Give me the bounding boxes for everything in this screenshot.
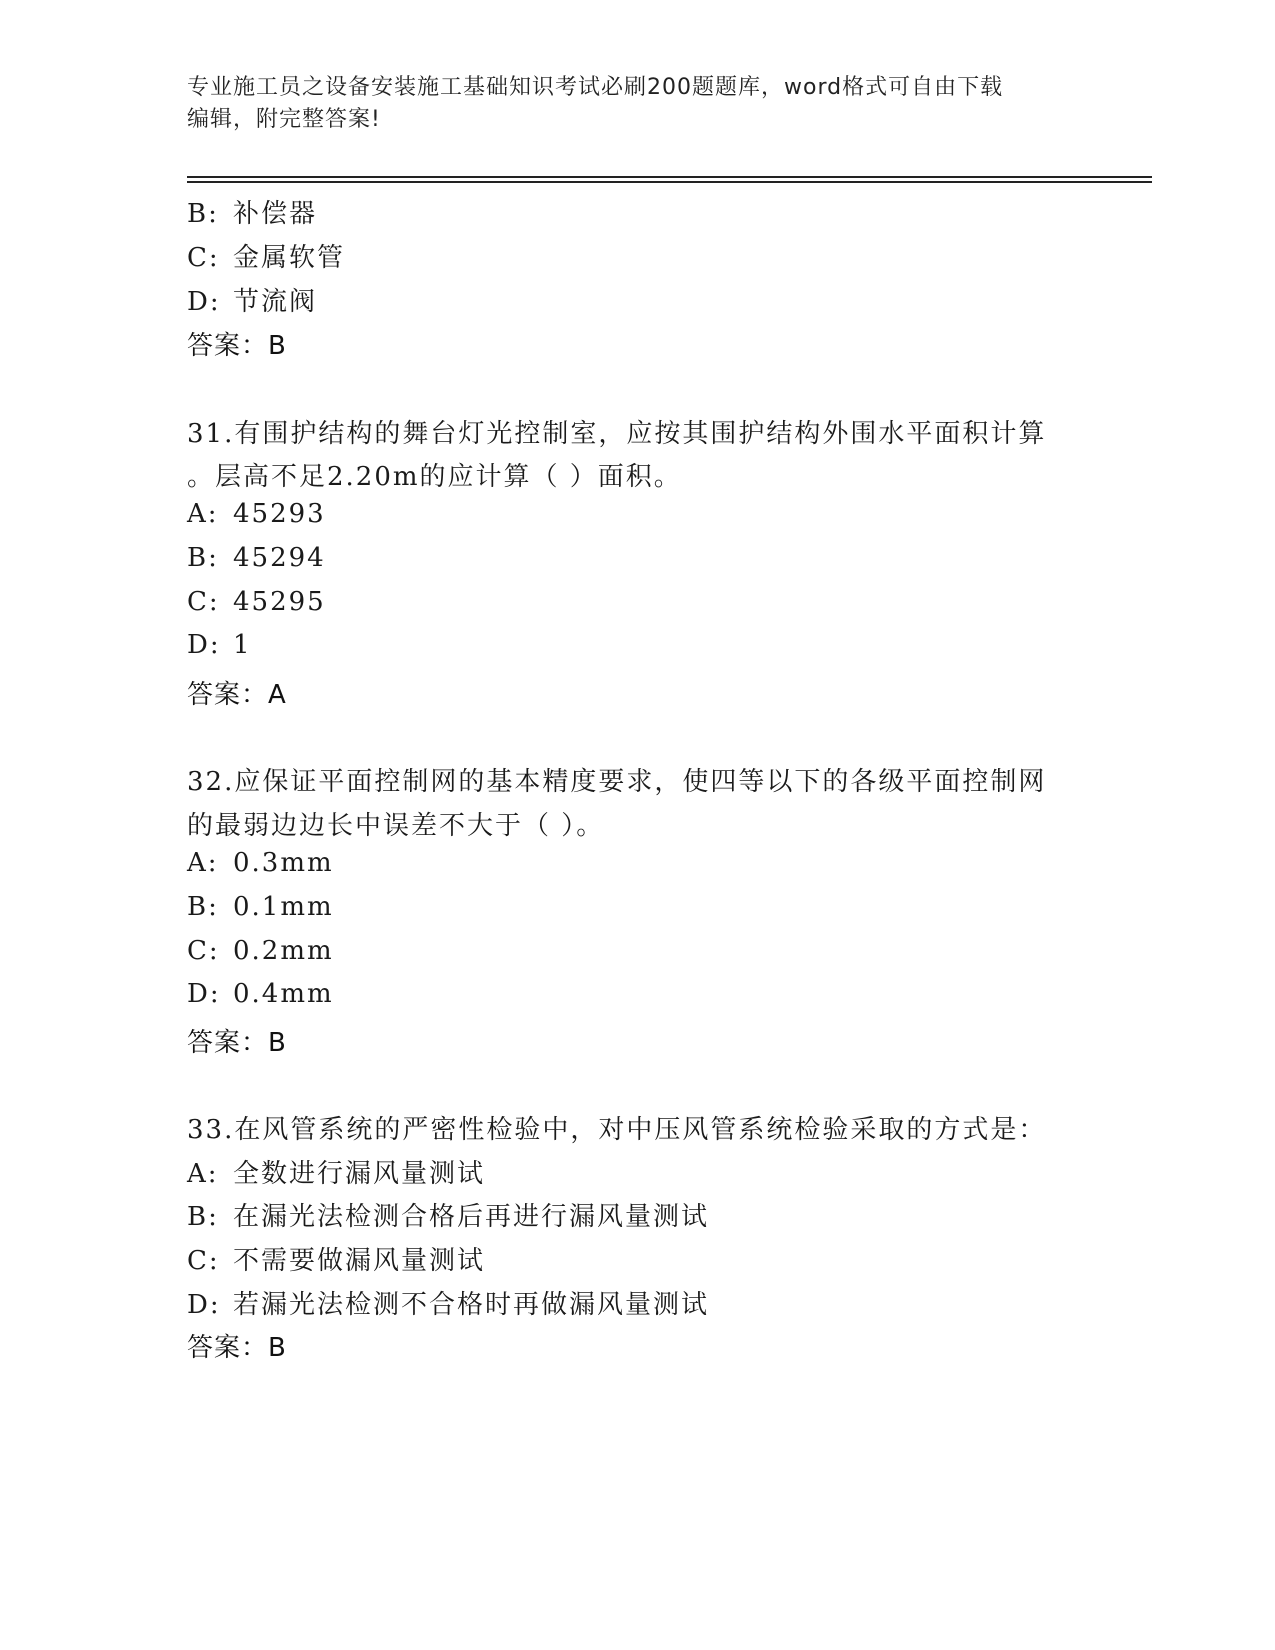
option-a [187, 499, 326, 529]
option-text: 金属软管 [233, 243, 346, 273]
option-text: 补偿器 [233, 199, 318, 229]
option-c [187, 587, 326, 617]
option-letter: B: [187, 543, 219, 573]
option-text: 45295 [233, 587, 326, 617]
option-letter: D: [187, 979, 221, 1009]
header-line-1: 专业施工员之设备安装施工基础知识考试必刷200题题库，word格式可自由下载 [187, 75, 1004, 100]
option-text: 0.3mm [233, 848, 334, 878]
option-b [187, 1196, 709, 1233]
option-letter: A: [187, 1159, 219, 1189]
page-header [187, 72, 1067, 136]
option-letter: B: [187, 199, 219, 229]
option-text: 不需要做漏风量测试 [233, 1246, 486, 1276]
option-text: 在漏光法检测合格后再进行漏风量测试 [233, 1202, 710, 1232]
option-a [187, 1153, 485, 1190]
option-text: 0.1mm [233, 892, 334, 922]
option-d [187, 630, 252, 660]
option-d [187, 281, 317, 318]
header-rule-top [187, 176, 1152, 178]
option-letter: D: [187, 287, 221, 317]
question-32-stem-line-1: 32.应保证平面控制网的基本精度要求，使四等以下的各级平面控制网 [187, 767, 1047, 797]
question-32-stem-line-2: 的最弱边边长中误差不大于（ ）。 [187, 811, 605, 841]
option-text: 45294 [233, 543, 326, 573]
option-letter: C: [187, 1246, 220, 1276]
question-33-stem-line-1: 33.在风管系统的严密性检验中，对中压风管系统检验采取的方式是： [187, 1115, 1047, 1145]
option-letter: C: [187, 243, 220, 273]
option-letter: D: [187, 1290, 221, 1320]
option-text: 全数进行漏风量测试 [233, 1159, 486, 1189]
header-line-2: 编辑，附完整答案! [187, 107, 381, 132]
option-letter: C: [187, 587, 220, 617]
option-text: 0.2mm [233, 936, 334, 966]
option-text: 若漏光法检测不合格时再做漏风量测试 [233, 1290, 710, 1320]
option-a [187, 848, 334, 878]
option-letter: B: [187, 1202, 219, 1232]
answer-line: 答案：B [187, 1333, 287, 1363]
option-text: 节流阀 [233, 287, 318, 317]
answer-line: 答案：A [187, 680, 287, 710]
option-text: 1 [233, 630, 252, 660]
option-c [187, 936, 334, 966]
header-rule-bottom [187, 181, 1152, 183]
option-d [187, 979, 334, 1009]
option-letter: A: [187, 848, 219, 878]
question-31-stem-line-1: 31.有围护结构的舞台灯光控制室，应按其围护结构外围水平面积计算 [187, 419, 1047, 449]
option-letter: B: [187, 892, 219, 922]
option-c [187, 237, 345, 274]
option-letter: D: [187, 630, 221, 660]
option-b [187, 892, 334, 922]
option-text: 0.4mm [233, 979, 334, 1009]
option-c [187, 1240, 485, 1277]
answer-line: 答案：B [187, 331, 287, 361]
option-b [187, 193, 317, 230]
option-letter: C: [187, 936, 220, 966]
option-b [187, 543, 326, 573]
question-31-stem-line-2: 。层高不足2.20m的应计算（ ）面积。 [187, 462, 682, 492]
option-text: 45293 [233, 499, 326, 529]
option-letter: A: [187, 499, 219, 529]
option-d [187, 1284, 709, 1321]
answer-line: 答案：B [187, 1028, 287, 1058]
